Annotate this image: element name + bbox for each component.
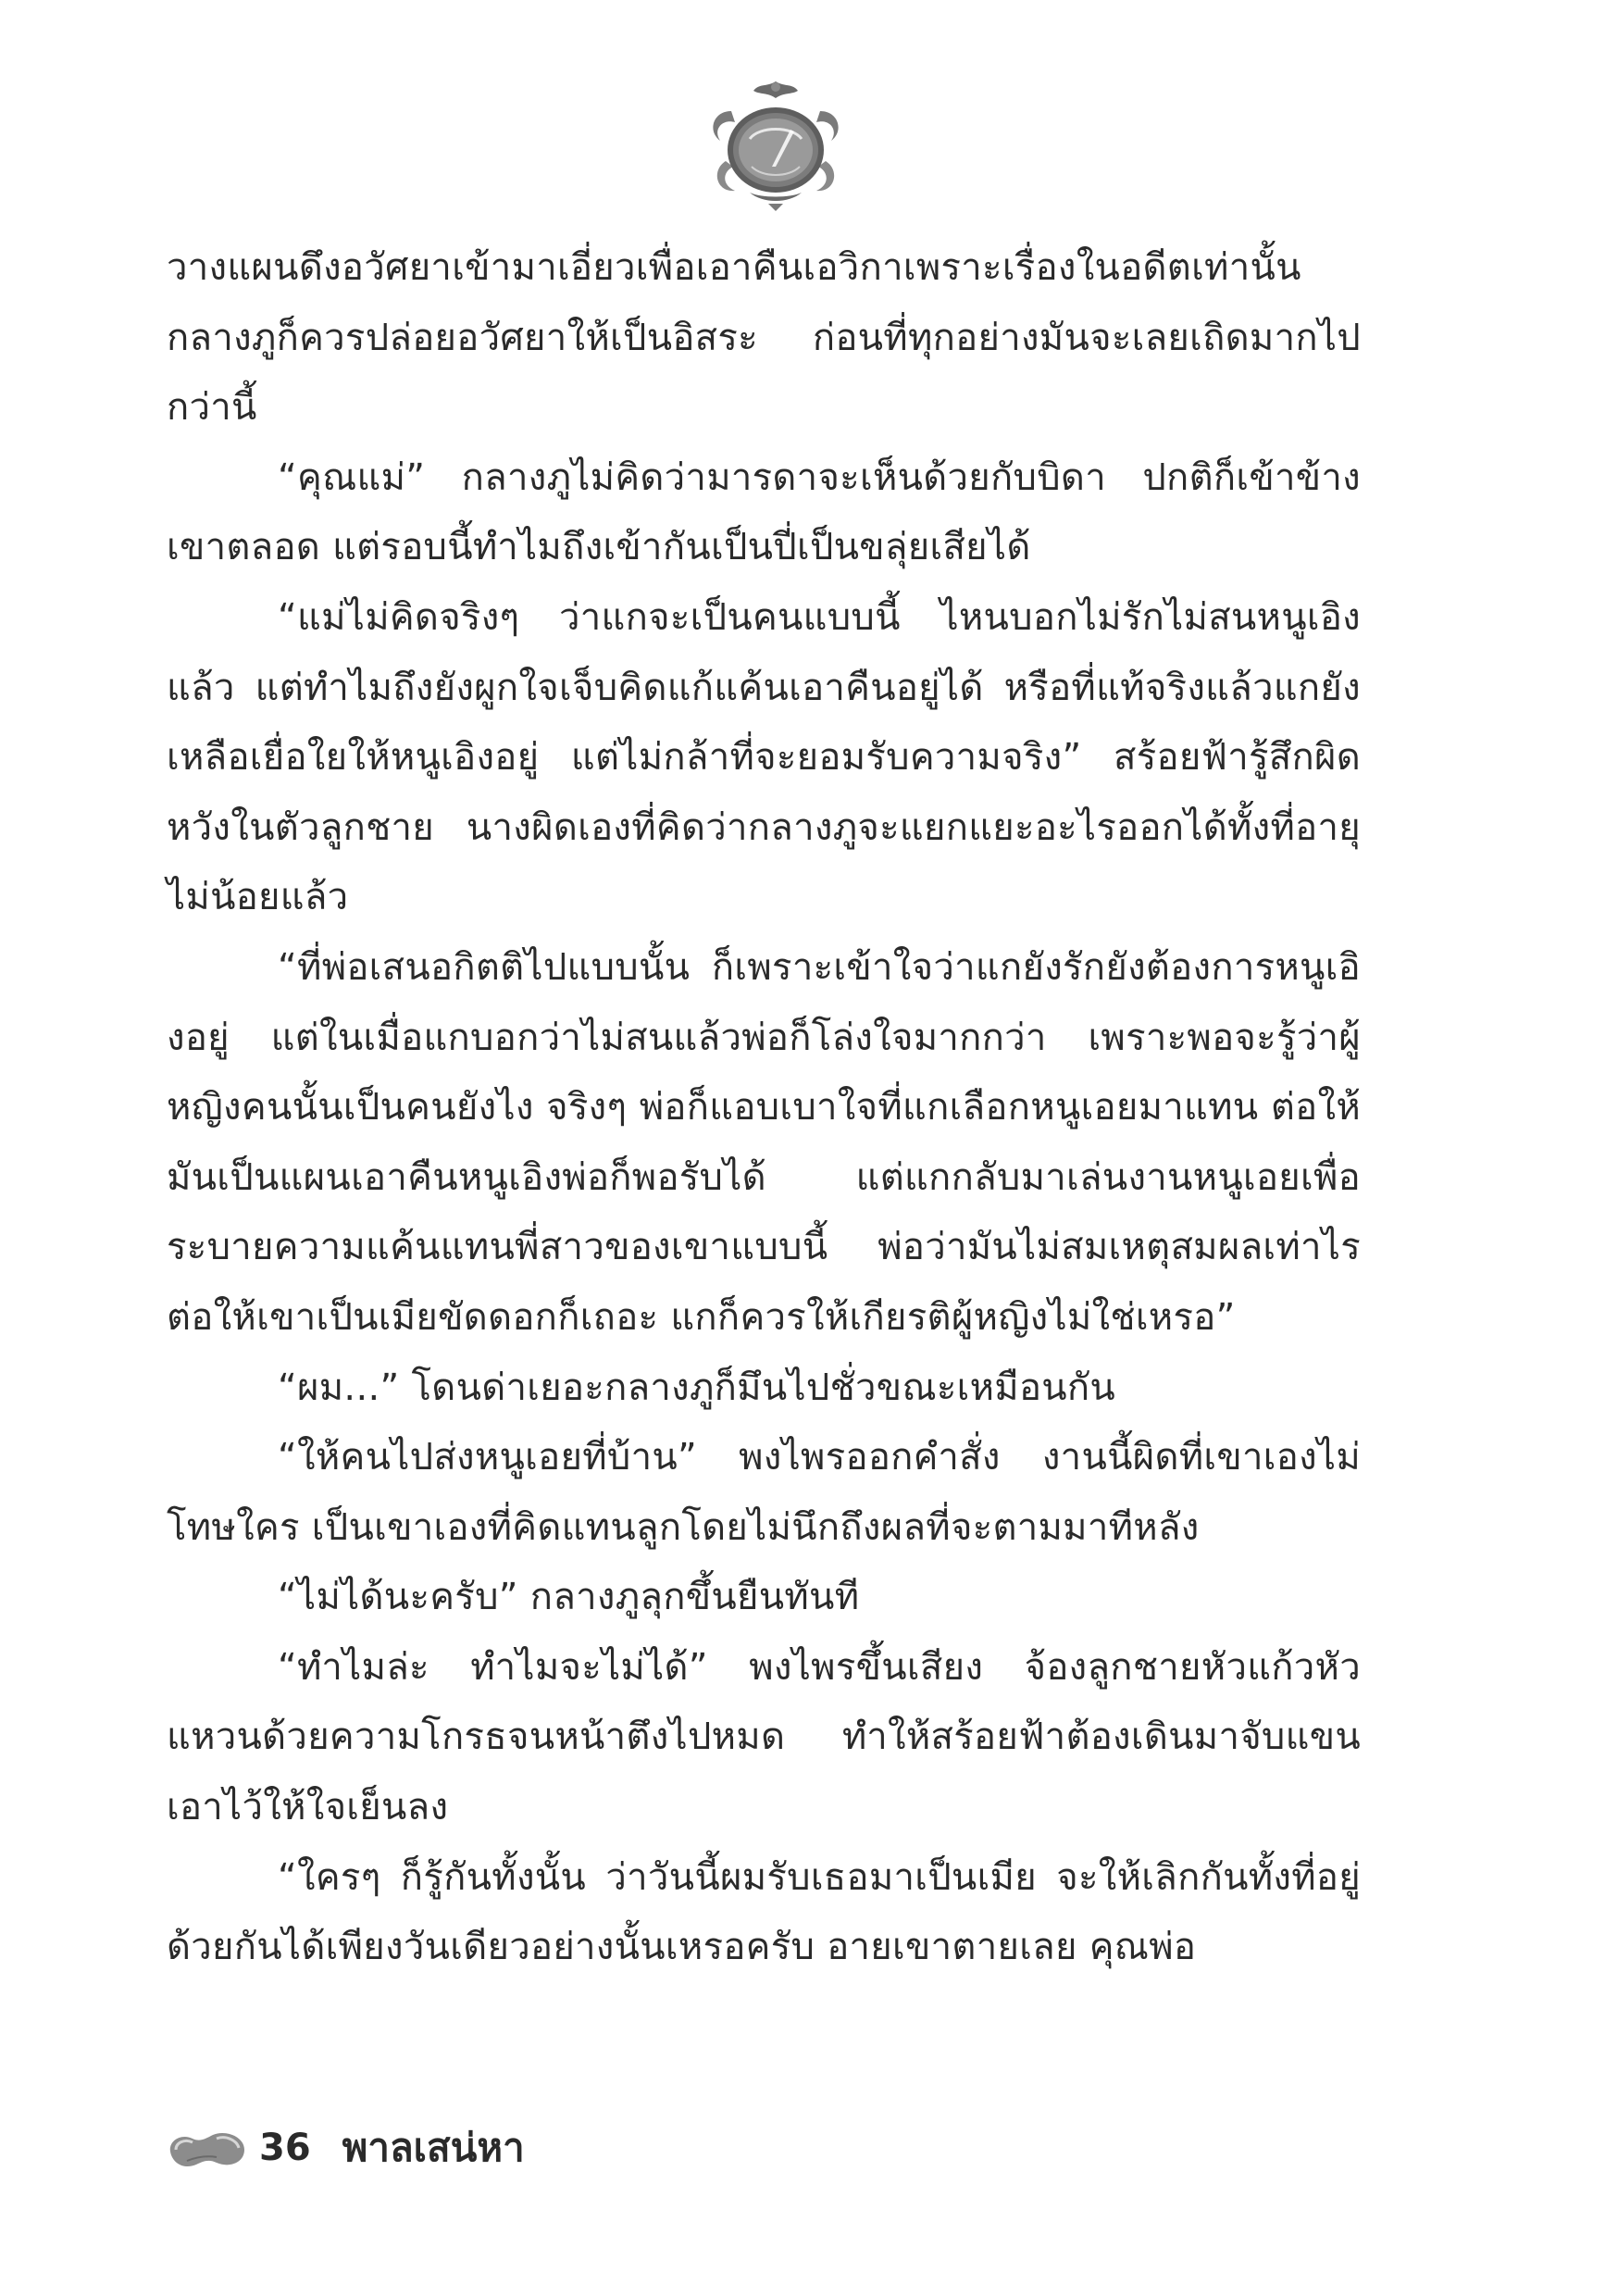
paragraph-5: “ผม...” โดนด่าเยอะกลางภูก็มึนไปชั่วขณะเหมือนกัน <box>278 1366 1116 1409</box>
paragraph-1: วางแผนดึงอวัศยาเข้ามาเอี่ยวเพื่อเอาคืนเอวิกาเพราะเรื่องในอดีตเท่านั้น กลางภูก็ควรปล่อยอวัศยาให้เป็นอิสระ ก่อนที่ทุกอย่างมันจะเลยเถิดมากไปกว่านี้ <box>167 246 1361 430</box>
paragraph-3: “แม่ไม่คิดจริงๆ ว่าแกจะเป็นคนแบบนี้ ไหนบอกไม่รักไม่สนหนูเอิงแล้ว แต่ทำไมถึงยังผูกใจเจ็บคิดแก้แค้นเอาคืนอยู่ได้ หรือที่แท้จริงแล้วแกยังเหลือเยื่อใยให้หนูเอิงอยู่ แต่ไม่กล้าที่จะยอมรับความจริง” สร้อยฟ้ารู้สึกผิดหวังในตัวลูกชาย นางผิดเองที่คิดว่ากลางภูจะแยกแยะอะไรออกได้ทั้งที่อายุไม่น้อยแล้ว <box>167 595 1361 919</box>
ornate-crest-icon <box>694 74 857 213</box>
paragraph-7: “ไม่ได้นะครับ” กลางภูลุกขึ้นยืนทันที <box>278 1576 860 1619</box>
paragraph-9: “ใครๆ ก็รู้กันทั้งนั้น ว่าวันนี้ผมรับเธอมาเป็นเมีย จะให้เลิกกันทั้งที่อยู่ด้วยกันได้เพียงวันเดียวอย่างนั้นเหรอครับ อายเขาตายเลย คุณพ่อ <box>167 1855 1361 1969</box>
page-footer <box>165 2120 525 2176</box>
paragraph-6: “ให้คนไปส่งหนูเอยที่บ้าน” พงไพรออกคำสั่ง งานนี้ผิดที่เขาเองไม่โทษใคร เป็นเขาเองที่คิดแทนลูกโดยไม่นึกถึงผลที่จะตามมาทีหลัง <box>167 1436 1361 1549</box>
paragraph-8: “ทำไมล่ะ ทำไมจะไม่ได้” พงไพรขึ้นเสียง จ้องลูกชายหัวแก้วหัวแหวนด้วยความโกรธจนหน้าตึงไปหมด ทำให้สร้อยฟ้าต้องเดินมาจับแขนเอาไว้ให้ใจเย็นลง <box>167 1645 1361 1829</box>
page-number: 36 <box>259 2127 311 2169</box>
paragraph-4: “ที่พ่อเสนอกิตติไปแบบนั้น ก็เพราะเข้าใจว่าแกยังรักยังต้องการหนูเอิงอยู่ แต่ในเมื่อแกบอกว่าไม่สนแล้วพ่อก็โล่งใจมากกว่า เพราะพอจะรู้ว่าผู้หญิงคนนั้นเป็นคนยังไง จริงๆ พ่อก็แอบเบาใจที่แกเลือกหนูเอยมาแทน ต่อให้มันเป็นแผนเอาคืนหนูเอิงพ่อก็พอรับได้ แต่แกกลับมาเล่นงานหนูเอยเพื่อระบายความแค้นแทนพี่สาวของเขาแบบนี้ พ่อว่ามันไม่สมเหตุสมผลเท่าไร ต่อให้เขาเป็นเมียขัดดอกก็เถอะ แกก็ควรให้เกียรติผู้หญิงไม่ใช่เหรอ” <box>167 945 1361 1339</box>
page-body <box>167 233 1361 1983</box>
header-emblem <box>694 74 857 213</box>
book-title: พาลเสน่หา <box>342 2125 525 2170</box>
paragraph-2: “คุณแม่” กลางภูไม่คิดว่ามารดาจะเห็นด้วยกับบิดา ปกติก็เข้าข้างเขาตลอด แต่รอบนี้ทำไมถึงเข้ากันเป็นปี่เป็นขลุ่ยเสียได้ <box>167 455 1361 569</box>
peanut-icon <box>165 2124 250 2172</box>
